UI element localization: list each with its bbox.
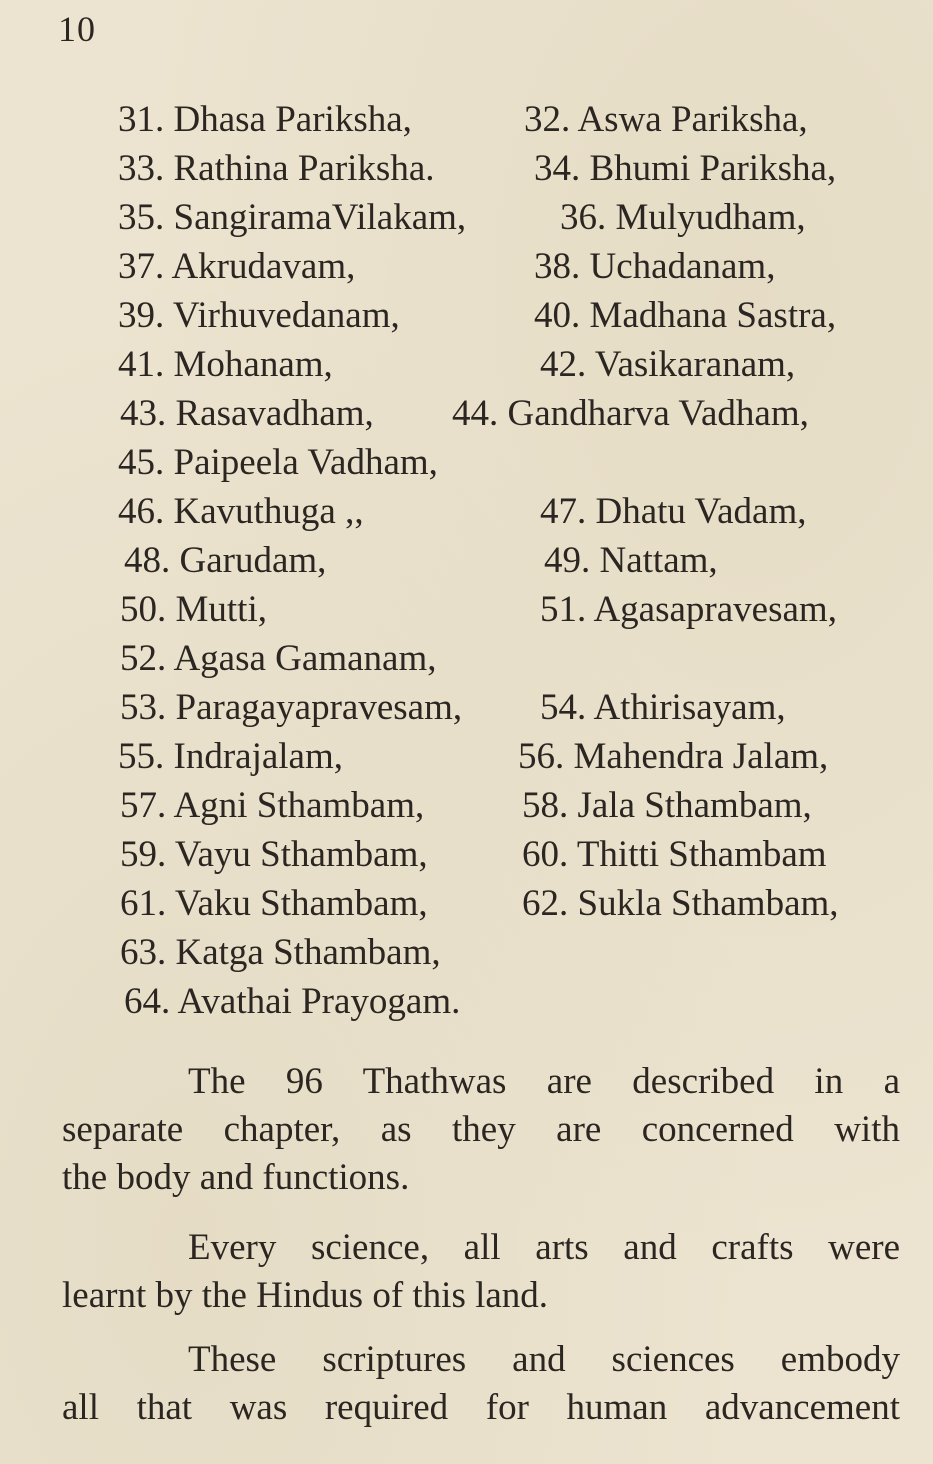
list-line [0,539,933,583]
list-item-left: 63. Katga Sthambam, [120,932,441,973]
list-item-left: 41. Mohanam, [118,344,333,385]
list-line [0,98,933,142]
list-item-right: 54. Athirisayam, [540,687,786,728]
paragraph-sciences [62,1224,900,1320]
list-item-left: 39. Virhuvedanam, [118,295,400,336]
list-line [0,686,933,730]
list-line [0,441,933,485]
list-line [0,882,933,926]
list-item-right: 34. Bhumi Pariksha, [534,148,837,189]
page-number: 10 [58,9,96,49]
paragraph-line: the body and functions. [62,1157,410,1198]
list-item-right: 58. Jala Sthambam, [522,785,812,826]
list-item-left: 33. Rathina Pariksha. [118,148,435,189]
list-item-left: 57. Agni Sthambam, [120,785,425,826]
list-item-left: 50. Mutti, [120,589,267,630]
list-line [0,392,933,436]
list-item-right: 60. Thitti Sthambam [522,834,827,875]
paragraph-thathwas [62,1058,900,1202]
list-line [0,490,933,534]
list-line [0,343,933,387]
list-item-left: 53. Paragayapravesam, [120,687,463,728]
list-item-left: 55. Indrajalam, [118,736,343,777]
paragraph-line: Every science, all arts and crafts were [188,1227,900,1268]
list-line [0,784,933,828]
list-line [0,294,933,338]
list-line [0,980,933,1024]
list-line [0,931,933,975]
list-item-right: 38. Uchadanam, [534,246,776,287]
list-item-left: 31. Dhasa Pariksha, [118,99,412,140]
list-item-right: 49. Nattam, [544,540,718,581]
paragraph-line: These scriptures and sciences embody [188,1339,900,1380]
list-item-right: 51. Agasapravesam, [540,589,837,630]
paragraph-line: learnt by the Hindus of this land. [62,1275,549,1316]
list-line [0,735,933,779]
paragraph-line: separate chapter, as they are concerned with [62,1109,900,1150]
list-line [0,196,933,240]
list-item-right: 32. Aswa Pariksha, [524,99,808,140]
list-item-right: 62. Sukla Sthambam, [522,883,839,924]
list-line [0,147,933,191]
list-item-left: 59. Vayu Sthambam, [120,834,428,875]
paragraph-line: all that was required for human advancement [62,1387,900,1428]
list-item-right: 40. Madhana Sastra, [534,295,837,336]
list-line [0,245,933,289]
list-item-right: 44. Gandharva Vadham, [452,393,809,434]
list-item-left: 35. SangiramaVilakam, [118,197,467,238]
list-item-right: 36. Mulyudham, [560,197,806,238]
list-item-left: 52. Agasa Gamanam, [120,638,437,679]
list-item-left: 37. Akrudavam, [118,246,356,287]
list-item-right: 42. Vasikaranam, [540,344,796,385]
list-item-left: 61. Vaku Sthambam, [120,883,428,924]
list-line [0,588,933,632]
list-item-left: 48. Garudam, [124,540,327,581]
list-item-right: 47. Dhatu Vadam, [540,491,807,532]
list-line [0,637,933,681]
paragraph-line: The 96 Thathwas are described in a [188,1061,900,1102]
list-item-left: 64. Avathai Prayogam. [124,981,461,1022]
list-item-right: 56. Mahendra Jalam, [518,736,829,777]
list-item-left: 45. Paipeela Vadham, [118,442,438,483]
list-line [0,833,933,877]
paragraph-scriptures [62,1336,900,1432]
list-item-left: 46. Kavuthuga ,, [118,491,364,532]
list-item-left: 43. Rasavadham, [120,393,374,434]
